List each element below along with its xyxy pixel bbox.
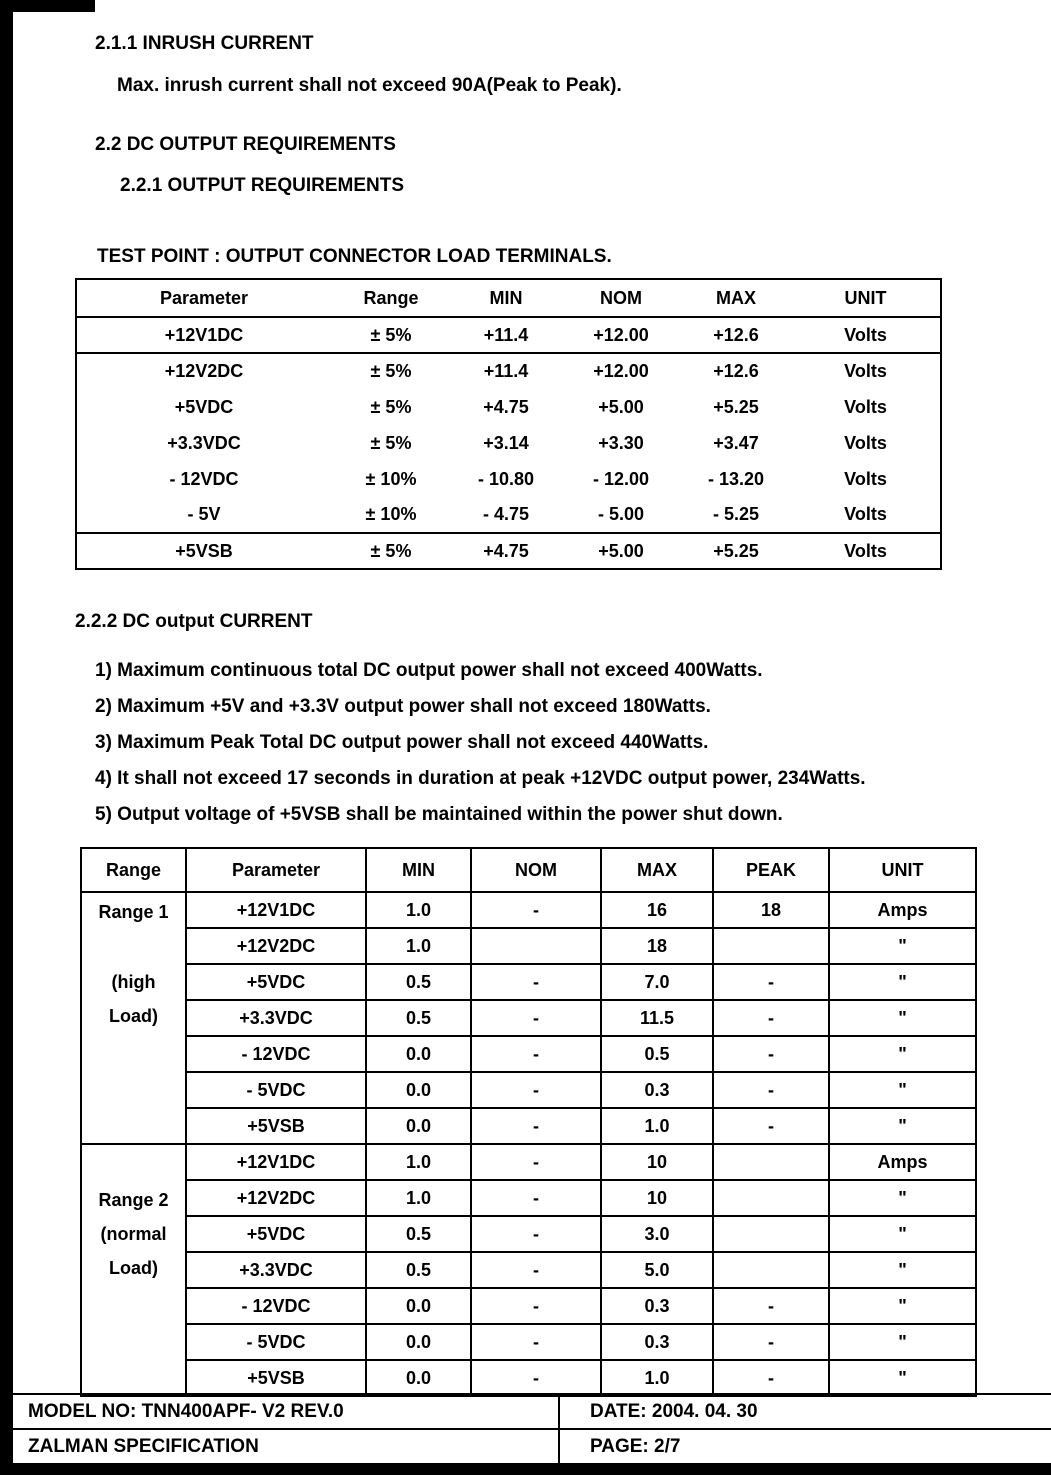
output-requirements-cell: - 5.00 [597,504,645,524]
output-current-cell: - [713,1000,829,1036]
output-current-cell: +12V2DC [186,928,366,964]
output-current-cell: 1.0 [366,1144,471,1180]
output-current-cell: - [471,1036,601,1072]
footer-spec-title: ZALMAN SPECIFICATION [13,1430,560,1463]
output-requirements-cell: ± 10% [365,468,417,489]
column-header-max: MAX [601,848,713,892]
output-requirements-cell: +5VDC [174,396,234,417]
footer-row-model [13,1393,1051,1428]
output-current-cell: - 12VDC [186,1288,366,1324]
output-current-cell: - [713,1072,829,1108]
output-requirements-cell: +12V2DC [164,361,244,381]
output-current-cell: 0.0 [366,1324,471,1360]
output-current-cell [713,1180,829,1216]
output-current-cell: " [829,928,976,964]
output-requirements-cell: ± 5% [370,540,412,561]
output-current-cell [713,1252,829,1288]
output-current-cell: - [471,1288,601,1324]
output-current-cell: 0.0 [366,1288,471,1324]
range-label-line: Load) [109,1258,158,1278]
output-requirements-cell: +5VSB [175,540,233,561]
column-header-min: MIN [489,287,523,308]
output-requirements-cell: +3.30 [598,432,644,453]
output-current-cell: 10 [601,1180,713,1216]
output-requirements-row [76,353,941,389]
output-requirements-cell: +4.75 [483,396,529,417]
output-requirements-cell: ± 5% [370,432,412,453]
note-line: 3) Maximum Peak Total DC output power shall not exceed 440Watts. [95,732,709,753]
output-requirements-cell: - 12VDC [169,468,239,489]
range-group-label [81,892,186,1144]
output-current-cell: " [829,1324,976,1360]
output-requirements-cell: - 5.25 [712,504,760,524]
output-current-row [81,1324,976,1360]
output-requirements-row [76,497,941,533]
output-current-cell: " [829,1252,976,1288]
output-current-cell: +12V1DC [186,892,366,928]
footer-date: DATE: 2004. 04. 30 [590,1400,758,1422]
output-current-cell: +3.3VDC [186,1252,366,1288]
column-header-parameter: Parameter [159,287,249,308]
output-current-cell: " [829,1180,976,1216]
output-current-cell: 0.0 [366,1360,471,1396]
output-current-cell: 5.0 [601,1252,713,1288]
output-requirements-cell: +12V1DC [164,324,244,345]
output-current-cell: - [713,1288,829,1324]
output-current-cell: 18 [713,892,829,928]
output-requirements-cell: Volts [844,432,887,453]
scan-edge-left [0,0,13,1475]
output-requirements-row [76,389,941,425]
output-current-cell: - [471,1180,601,1216]
output-requirements-cell: Volts [844,396,887,417]
output-current-row [81,1000,976,1036]
output-requirements-cell: Volts [844,468,887,489]
range-label-line: Range 2 [98,1190,169,1210]
output-current-cell: 0.3 [601,1324,713,1360]
note-line: 5) Output voltage of +5VSB shall be maintained within the power shut down. [95,804,783,825]
output-current-cell: +3.3VDC [186,1000,366,1036]
output-current-cell: +12V2DC [186,1180,366,1216]
output-current-cell: 1.0 [366,928,471,964]
output-current-cell: 0.0 [366,1072,471,1108]
column-header-min: MIN [366,848,471,892]
output-current-cell: 0.3 [601,1072,713,1108]
output-current-cell: - [713,1036,829,1072]
output-current-cell: " [829,1288,976,1324]
output-current-cell: 0.5 [366,1000,471,1036]
output-requirements-cell: ± 5% [370,396,412,417]
output-current-cell: 0.0 [366,1036,471,1072]
output-requirements-cell: ± 5% [370,324,412,345]
output-requirements-cell: Volts [844,540,887,561]
output-requirements-cell: Volts [844,324,887,345]
output-requirements-cell: - 12.00 [592,468,650,489]
output-requirements-cell: Volts [844,361,887,381]
output-current-cell: " [829,1216,976,1252]
output-current-cell: " [829,1108,976,1144]
section-title-dc-output-current: 2.2.2 DC output CURRENT [75,611,313,632]
output-current-cell: 1.0 [601,1108,713,1144]
output-current-cell: Amps [829,1144,976,1180]
output-requirements-cell: +12.6 [713,361,759,381]
output-current-cell: - [471,1072,601,1108]
test-point-caption: TEST POINT : OUTPUT CONNECTOR LOAD TERMINALS. [97,246,612,267]
output-requirements-cell: +3.47 [713,432,759,453]
output-current-cell [713,1216,829,1252]
range-label-line: Load) [109,1006,158,1026]
output-current-cell: 16 [601,892,713,928]
output-requirements-cell: - 4.75 [482,504,530,524]
range-group-label [81,1144,186,1396]
output-current-cell: +5VSB [186,1360,366,1396]
section-title-output-requirements: 2.2.1 OUTPUT REQUIREMENTS [120,175,404,196]
output-current-row [81,1108,976,1144]
output-requirements-cell: +3.14 [483,432,529,453]
output-current-row [81,1036,976,1072]
output-current-row [81,1180,976,1216]
output-current-cell: 1.0 [366,892,471,928]
output-current-cell: 1.0 [601,1360,713,1396]
footer-model-no: MODEL NO: TNN400APF- V2 REV.0 [13,1395,560,1428]
note-line: 2) Maximum +5V and +3.3V output power shall not exceed 180Watts. [95,696,711,717]
output-requirements-row [76,425,941,461]
output-current-cell: - [713,964,829,1000]
column-header-range-group: Range [81,848,186,892]
output-requirements-row [76,533,941,569]
inrush-current-text: Max. inrush current shall not exceed 90A(Peak to Peak). [117,75,622,96]
output-current-cell: 10 [601,1144,713,1180]
output-current-cell: 3.0 [601,1216,713,1252]
output-current-cell: 18 [601,928,713,964]
output-current-cell: - 12VDC [186,1036,366,1072]
note-line: 1) Maximum continuous total DC output power shall not exceed 400Watts. [95,660,763,681]
scan-edge-bottom [0,1463,1051,1475]
output-current-cell: " [829,1000,976,1036]
output-current-cell: 0.5 [366,964,471,1000]
output-current-row [81,1216,976,1252]
output-requirements-row [76,461,941,497]
output-current-cell: " [829,1360,976,1396]
output-current-cell: 0.5 [601,1036,713,1072]
output-requirements-cell: +11.4 [483,324,529,345]
output-current-row [81,1288,976,1324]
output-current-row [81,892,976,928]
output-current-cell: - [471,892,601,928]
section-title-dc-output-requirements: 2.2 DC OUTPUT REQUIREMENTS [95,134,396,155]
output-current-row [81,1360,976,1396]
footer [13,1393,1051,1463]
output-current-cell: 11.5 [601,1000,713,1036]
output-current-cell: 7.0 [601,964,713,1000]
footer-page-number: PAGE: 2/7 [590,1435,681,1457]
output-current-cell: - 5VDC [186,1072,366,1108]
output-current-cell: " [829,1036,976,1072]
output-current-cell: 0.5 [366,1252,471,1288]
section-title-inrush-current: 2.1.1 INRUSH CURRENT [95,33,314,54]
column-header-unit: UNIT [829,848,976,892]
range-label-line: Range 1 [98,902,169,922]
output-current-row [81,928,976,964]
output-current-cell: 1.0 [366,1180,471,1216]
output-current-cell: - [471,1324,601,1360]
output-current-cell: - [471,1144,601,1180]
output-requirements-cell: +4.75 [483,540,529,561]
output-current-cell: 0.3 [601,1288,713,1324]
page-content [75,33,976,1397]
output-current-cell [713,1144,829,1180]
output-requirements-cell: +5.25 [713,396,759,417]
output-current-row [81,1072,976,1108]
output-current-cell: +12V1DC [186,1144,366,1180]
output-requirements-table [75,278,942,570]
output-current-cell: +5VDC [186,1216,366,1252]
dc-current-notes [95,653,976,833]
output-current-cell: - [713,1324,829,1360]
output-requirements-header-row [76,279,941,317]
output-current-cell: - 5VDC [186,1324,366,1360]
output-current-row [81,1252,976,1288]
output-current-cell: " [829,1072,976,1108]
output-current-cell: " [829,964,976,1000]
output-current-cell [471,928,601,964]
output-requirements-cell: +12.6 [713,324,759,345]
range-label-line: (high [111,972,156,992]
output-current-header-row [81,848,976,892]
output-requirements-cell: - 13.20 [707,468,765,489]
column-header-unit: UNIT [844,287,887,308]
output-current-cell: 0.5 [366,1216,471,1252]
output-requirements-cell: +11.4 [483,361,529,381]
output-requirements-cell: +3.3VDC [167,432,241,453]
range-label-line: (normal [100,1224,167,1244]
column-header-peak: PEAK [713,848,829,892]
output-current-cell: - [471,1360,601,1396]
scan-edge-top [0,0,95,12]
output-current-cell [713,928,829,964]
output-requirements-cell: ± 5% [370,361,412,381]
output-requirements-cell: +5.00 [598,540,644,561]
output-requirements-row [76,317,941,353]
output-current-cell: - [713,1108,829,1144]
column-header-nom: NOM [471,848,601,892]
output-current-table [80,847,977,1397]
output-requirements-cell: +12.00 [593,324,649,345]
output-current-cell: +5VSB [186,1108,366,1144]
output-requirements-cell: - 10.80 [477,468,535,489]
column-header-range: Range [363,287,419,308]
column-header-max: MAX [716,287,756,308]
output-requirements-cell: Volts [844,504,887,524]
output-current-row [81,964,976,1000]
output-requirements-cell: +5.00 [598,396,644,417]
output-current-cell: Amps [829,892,976,928]
column-header-nom: NOM [600,287,642,308]
output-current-cell: - [471,1000,601,1036]
output-requirements-cell: +12.00 [593,361,649,381]
output-requirements-cell: - 5V [187,504,221,524]
output-current-cell: - [471,1216,601,1252]
footer-row-spec [13,1428,1051,1463]
output-current-row [81,1144,976,1180]
column-header-parameter: Parameter [186,848,366,892]
output-current-cell: - [713,1360,829,1396]
output-current-cell: 0.0 [366,1108,471,1144]
output-current-cell: +5VDC [186,964,366,1000]
output-current-cell: - [471,1108,601,1144]
output-current-cell: - [471,964,601,1000]
output-requirements-cell: +5.25 [713,540,759,561]
note-line: 4) It shall not exceed 17 seconds in duration at peak +12VDC output power, 234Watts. [95,768,866,789]
output-current-cell: - [471,1252,601,1288]
output-requirements-cell: ± 10% [365,504,417,524]
